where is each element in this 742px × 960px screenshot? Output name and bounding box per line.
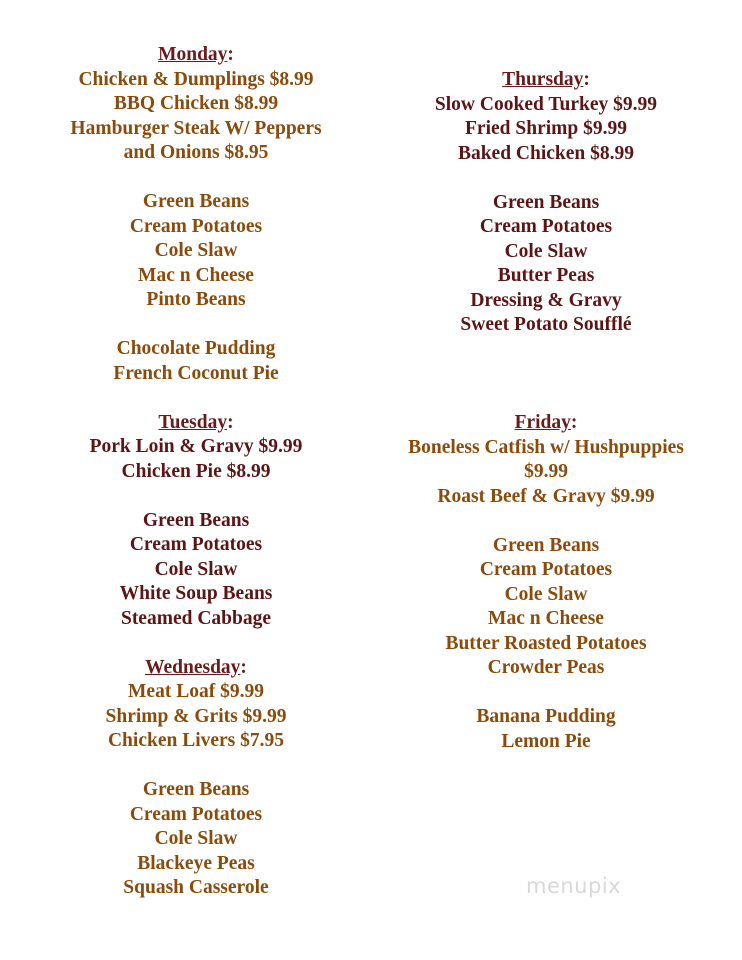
day-heading-tuesday: Tuesday:	[158, 411, 234, 433]
menu-item: Mac n Cheese	[488, 608, 604, 629]
menu-item: Cream Potatoes	[129, 534, 263, 555]
menu-item: Cole Slaw	[154, 558, 238, 580]
menu-item: French Coconut Pie	[113, 362, 279, 384]
menu-item: Chocolate Pudding	[116, 338, 276, 359]
menu-item: Butter Roasted Potatoes	[445, 632, 647, 654]
spacer	[36, 631, 356, 656]
menu-item: Cole Slaw	[154, 240, 238, 261]
spacer	[386, 338, 706, 387]
menu-item: Chicken & Dumplings $8.99	[78, 68, 314, 90]
menu-item: Green Beans	[492, 191, 600, 213]
menu-item: and Onions $8.95	[123, 142, 269, 163]
menu-item: Slow Cooked Turkey $9.99	[434, 93, 658, 115]
menu-item: Boneless Catfish w/ Hushpuppies	[408, 436, 684, 458]
spacer	[36, 386, 356, 411]
menu-item: Green Beans	[492, 534, 600, 556]
menu-item: Cream Potatoes	[479, 216, 613, 237]
menu-item: Chicken Pie $8.99	[121, 460, 271, 482]
day-name: Tuesday	[158, 411, 228, 433]
menu-item: Pinto Beans	[146, 289, 246, 310]
day-name: Wednesday	[145, 656, 241, 678]
menu-item: Cream Potatoes	[129, 215, 263, 237]
menu-item: Green Beans	[142, 509, 250, 531]
spacer	[386, 681, 706, 706]
menu-column-right	[386, 68, 706, 754]
day-name: Friday	[514, 412, 571, 433]
menu-item: Cole Slaw	[504, 240, 588, 262]
menu-item: Roast Beef & Gravy $9.99	[437, 485, 655, 507]
spacer	[36, 313, 356, 338]
day-heading-friday: Friday:	[514, 412, 578, 433]
day-name: Thursday	[502, 69, 584, 90]
menu-item: Mac n Cheese	[138, 264, 254, 286]
spacer	[36, 166, 356, 191]
spacer	[386, 387, 706, 412]
menu-item: $9.99	[524, 461, 568, 482]
menu-item: Steamed Cabbage	[120, 607, 272, 629]
menu-item: Hamburger Steak W/ Peppers	[70, 117, 322, 139]
menu-item: Lemon Pie	[501, 730, 591, 752]
menu-item: Cole Slaw	[154, 828, 238, 849]
day-heading-thursday: Thursday:	[502, 69, 590, 90]
spacer	[386, 166, 706, 191]
menu-item: Baked Chicken $8.99	[457, 142, 635, 164]
menu-item: Dressing & Gravy	[470, 289, 622, 311]
day-heading-wednesday: Wednesday:	[145, 656, 247, 678]
menu-item: Cream Potatoes	[479, 559, 613, 580]
menu-item: Shrimp & Grits $9.99	[105, 705, 287, 727]
menu-item: Chicken Livers $7.95	[107, 730, 285, 751]
menu-item: Crowder Peas	[487, 657, 605, 678]
day-name: Monday	[158, 44, 228, 65]
menu-item: White Soup Beans	[119, 583, 273, 604]
menu-item: Pork Loin & Gravy $9.99	[89, 436, 303, 457]
spacer	[36, 754, 356, 779]
menu-item: Green Beans	[142, 779, 250, 800]
menu-item: Green Beans	[142, 191, 250, 212]
menu-item: Meat Loaf $9.99	[128, 681, 264, 702]
menu-item: Cole Slaw	[504, 583, 588, 605]
menu-item: Cream Potatoes	[129, 803, 263, 825]
menu-item: Butter Peas	[497, 265, 595, 286]
menu-item: Banana Pudding	[476, 706, 616, 727]
menu-item: Fried Shrimp $9.99	[465, 118, 627, 139]
menupix-watermark: menupix	[526, 874, 622, 898]
spacer	[386, 509, 706, 534]
menu-item: Sweet Potato Soufflé	[460, 314, 632, 335]
menu-item: BBQ Chicken $8.99	[113, 93, 279, 114]
menu-item: Blackeye Peas	[137, 852, 255, 874]
day-heading-monday: Monday:	[158, 44, 234, 65]
spacer	[36, 484, 356, 509]
menu-item: Squash Casserole	[123, 877, 269, 898]
menu-column-left	[36, 43, 356, 901]
